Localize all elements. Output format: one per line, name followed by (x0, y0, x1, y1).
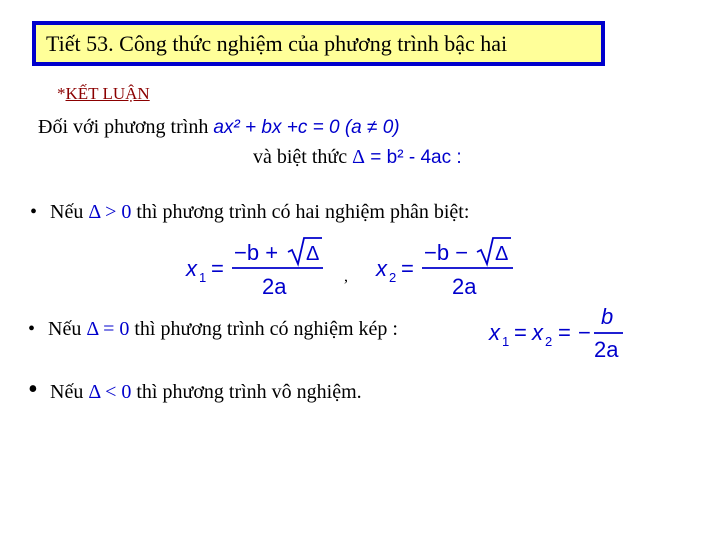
discriminant-line (253, 146, 462, 169)
section-prefix: * (57, 84, 66, 103)
case-lead: Nếu (50, 201, 84, 223)
xd-sub1: 1 (502, 334, 510, 349)
xd-sub2: 2 (545, 334, 553, 349)
page-title: Tiết 53. Công thức nghiệm của phương trình bậc hai (46, 31, 508, 56)
x1-num-left: −b + (234, 240, 279, 265)
xd-eq2: = (558, 320, 571, 345)
delta-symbol: Δ (88, 201, 101, 223)
section-heading (57, 84, 150, 104)
xd-var1: x (489, 320, 500, 345)
case-zero (28, 318, 398, 341)
delta-symbol: Δ (88, 381, 101, 403)
formula-separator: , (344, 268, 348, 285)
x1-sub: 1 (199, 270, 207, 285)
case-text: thì phương trình có nghiệm kép : (134, 318, 398, 340)
intro-line (38, 116, 400, 139)
xd-neg: − (578, 320, 591, 345)
x1-den: 2a (262, 274, 287, 299)
case-negative (28, 374, 362, 405)
xd-eq1: = (514, 320, 527, 345)
x2-sub: 2 (389, 270, 397, 285)
discriminant-lead: và biệt thức (253, 146, 348, 168)
case-text: thì phương trình vô nghiệm. (136, 381, 362, 403)
quadratic-equation: ax² + bx +c = 0 (a ≠ 0) (213, 117, 400, 138)
delta-symbol: Δ (86, 318, 99, 340)
x2-den: 2a (452, 274, 477, 299)
x2-radicand: Δ (495, 243, 509, 265)
xd-den: 2a (594, 337, 619, 362)
x2-eq: = (401, 256, 414, 281)
x1-var: x (186, 256, 197, 281)
case-condition: = 0 (98, 318, 130, 340)
case-condition: < 0 (100, 381, 132, 403)
case-lead: Nếu (48, 318, 82, 340)
case-lead: Nếu (50, 381, 84, 403)
bullet: • (28, 374, 38, 405)
xd-var2: x (532, 320, 543, 345)
case-positive (30, 201, 469, 224)
x2-var: x (376, 256, 387, 281)
xd-num: b (601, 304, 614, 329)
delta-symbol: Δ (352, 146, 366, 168)
title-box (32, 21, 605, 66)
section-label: KẾT LUẬN (65, 84, 150, 103)
formula-x1 (180, 228, 330, 302)
bullet: • (28, 318, 36, 340)
discriminant-formula: = b² - 4ac : (365, 147, 462, 168)
case-text: thì phương trình có hai nghiệm phân biệt: (136, 201, 470, 223)
x1-radicand: Δ (306, 243, 320, 265)
intro-lead: Đối với phương trình (38, 116, 209, 138)
case-condition: > 0 (100, 201, 132, 223)
x1-eq: = (211, 256, 224, 281)
formula-x2 (370, 228, 520, 302)
formula-double-root (487, 302, 627, 364)
bullet: • (30, 201, 38, 223)
x2-num-left: −b − (424, 240, 469, 265)
